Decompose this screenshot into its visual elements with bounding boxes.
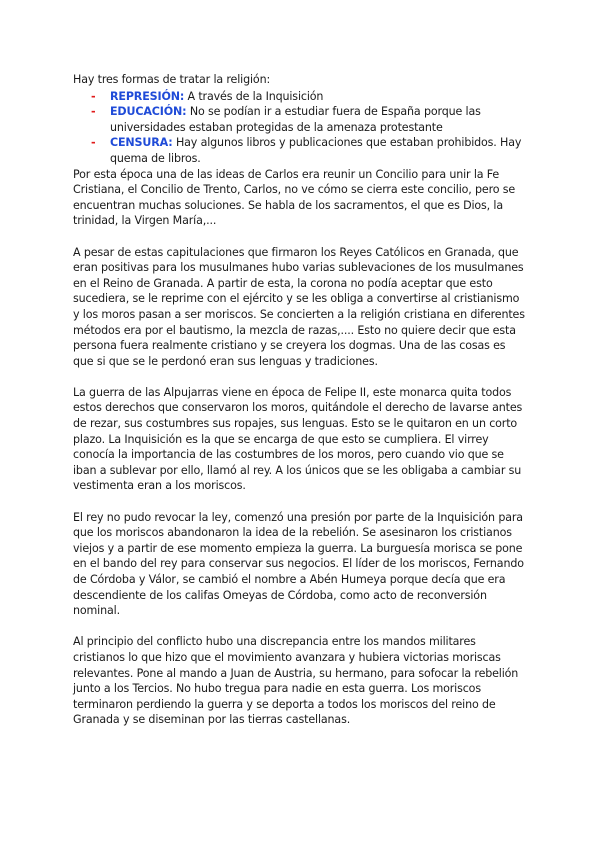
dash-bullet: -	[91, 105, 96, 119]
forms-list	[73, 89, 528, 167]
list-item-censura	[91, 135, 528, 166]
list-item-text: No se podían ir a estudiar fuera de España porque las universidades estaban protegidas de la amenaza protestante	[110, 105, 481, 134]
list-item-text: Hay algunos libros y publicaciones que estaban prohibidos. Hay quema de libros.	[110, 136, 522, 165]
keyword-censura: CENSURA:	[110, 136, 173, 150]
list-item-represion	[91, 89, 528, 105]
paragraph-alpujarras: La guerra de las Alpujarras viene en época de Felipe II, este monarca quita todos estos derechos que conservaron los moros, quitándole el derecho de lavarse antes de rezar, sus costumbres sus ropajes, sus lenguas. Esto se le quitaron en un corto plazo. La Inquisición es la que se encarga de que esto se cumpliera. El virrey conocía la importancia de las costumbres de los moros, pero cuando vio que se iban a sublevar por ello, llamó al rey. A los únicos que se les obligaba a cambiar su vestimenta eran a los moriscos.	[73, 385, 523, 493]
keyword-represion: REPRESIÓN:	[110, 89, 185, 103]
dash-bullet: -	[91, 89, 96, 103]
list-item-text: A través de la Inquisición	[184, 89, 324, 103]
paragraph-conflicto: Al principio del conflicto hubo una discrepancia entre los mandos militares cristianos lo que hizo que el movimiento avanzara y hubiera victorias moriscas relevantes. Pone al mando a Juan de Austria, su hermano, para sofocar la rebelión junto a los Tercios. No hubo tregua para nadie en esta guerra. Los moriscos terminaron perdiendo la guerra y se deporta a todos los moriscos del reino de Granada y se diseminan por las tierras castellanas.	[73, 635, 519, 727]
list-item-educacion	[91, 104, 528, 135]
paragraph-concilio: Por esta época una de las ideas de Carlos era reunir un Concilio para unir la Fe Cristiana, el Concilio de Trento, Carlos, no ve cómo se cierra este concilio, pero se encuentran muchas soluciones. Se habla de los sacramentos, el que es Dios, la trinidad, la Virgen María,...	[73, 167, 516, 228]
intro-line: Hay tres formas de tratar la religión:	[73, 73, 271, 86]
dash-bullet: -	[91, 136, 96, 150]
paragraph-rey: El rey no pudo revocar la ley, comenzó una presión por parte de la Inquisición para que los moriscos abandonaron la idea de la rebelión. Se asesinaron los cristianos viejos y a partir de ese momento empieza la guerra. La burguesía morisca se pone en el bando del rey para conservar sus negocios. El líder de los moriscos, Fernando de Córdoba y Válor, se cambió el nombre a Abén Humeya porque decía que era descendiente de los califas Omeyas de Córdoba, como acto de reconversión nominal.	[73, 510, 524, 618]
paragraph-capitulaciones: A pesar de estas capitulaciones que firmaron los Reyes Católicos en Granada, que eran positivas para los musulmanes hubo varias sublevaciones de los musulmanes en el Reino de Granada. A partir de esta, la corona no podía aceptar que esto sucediera, se le reprime con el ejército y se les obliga a convertirse al cristianismo y los moros pasan a ser moriscos. Se concierten a la religión cristiana en diferentes métodos era por el bautismo, la mezcla de razas,.... Esto no quiere decir que esta persona fuera realmente cristiano y se creyera los dogmas. Una de las cosas es que si que se le perdonó eran sus lenguas y tradiciones.	[73, 245, 525, 368]
keyword-educacion: EDUCACIÓN:	[110, 105, 187, 119]
